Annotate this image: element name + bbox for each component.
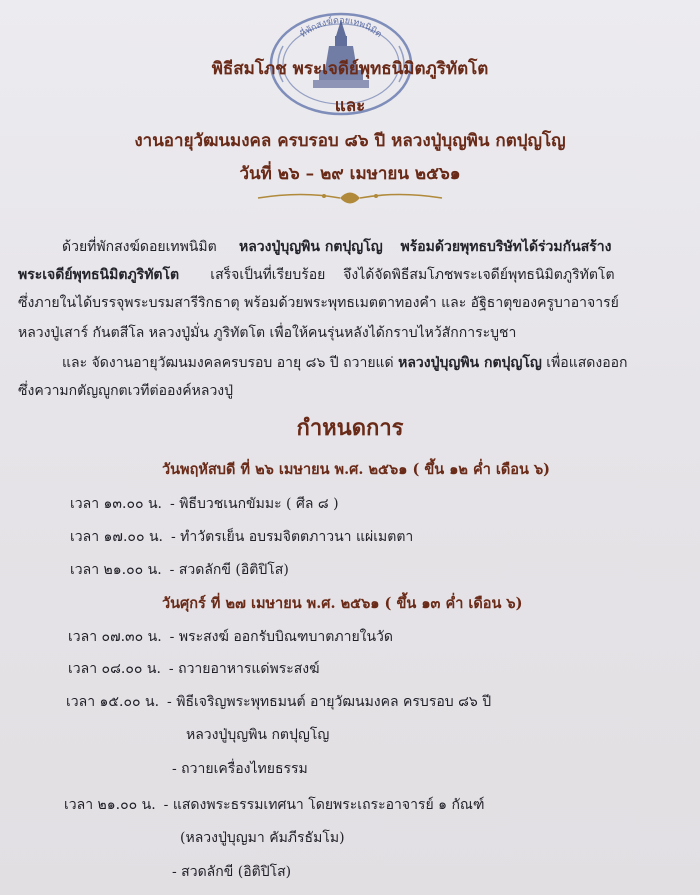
seal-text: ที่พักสงฆ์ดอยเทพนิมิต: [298, 15, 384, 41]
ceremony-title: พิธีสมโภช พระเจดีย์พุทธนิมิตภูริทัตโต: [211, 59, 489, 79]
intro-line-6: ซึ่งความกตัญญูกตเวทีต่อองค์หลวงปู่: [18, 383, 234, 399]
schedule-continuation: - ถวายเครื่องไทยธรรม: [172, 761, 308, 777]
schedule-continuation: หลวงปู่บุญพิน กตปุญโญ: [186, 727, 330, 743]
intro-line-3: ซึ่งภายในได้บรรจุพระบรมสารีริกธาตุ พร้อมด้วยพระพุทธเมตตาทองคำ และ อัฐิธาตุของครูบาอาจารย์: [18, 295, 619, 311]
day-2-heading: วันศุกร์ ที่ ๒๗ เมษายน พ.ศ. ๒๕๖๑ ( ขึ้น ๑๓ ค่ำ เดือน ๖): [162, 595, 523, 612]
schedule-row: เวลา ๑๓.๐๐ น. - พิธีบวชเนกขัมมะ ( ศีล ๘ ): [70, 496, 339, 512]
intro-line-4: หลวงปู่เสาร์ กันตสีโล หลวงปู่มั่น ภูริทัตโต เพื่อให้คนรุ่นหลังได้กราบไหว้สักการะบูชา: [18, 325, 517, 341]
schedule-row: เวลา ๑๕.๐๐ น. - พิธีเจริญพระพุทธมนต์ อายุวัฒนมงคล ครบรอบ ๘๖ ปี: [66, 694, 492, 710]
schedule-row: เวลา ๐๗.๓๐ น. - พระสงฆ์ ออกรับบิณฑบาตภายในวัด: [68, 629, 394, 645]
schedule-row: เวลา ๒๑.๐๐ น. - สวดลักขี (อิติปิโส): [70, 562, 289, 578]
schedule-title: กำหนดการ: [296, 415, 404, 441]
event-dates: วันที่ ๒๖ – ๒๙ เมษายน ๒๕๖๑: [239, 164, 461, 184]
title-conjunction: และ: [334, 96, 366, 116]
intro-line-5: และ จัดงานอายุวัฒนมงคลครบรอบ อายุ ๘๖ ปี ถวายแด่ หลวงปู่บุญพิน กตปุญโญ เพื่อแสดงออก: [62, 355, 628, 371]
schedule-row: เวลา ๐๘.๐๐ น. - ถวายอาหารแด่พระสงฆ์: [68, 661, 320, 677]
schedule-continuation: (หลวงปู่บุญมา คัมภีรธัมโม): [180, 830, 345, 846]
schedule-row: เวลา ๑๗.๐๐ น. - ทำวัตรเย็น อบรมจิตตภาวนา แผ่เมตตา: [70, 529, 414, 545]
day-1-heading: วันพฤหัสบดี ที่ ๒๖ เมษายน พ.ศ. ๒๕๖๑ ( ขึ้น ๑๒ ค่ำ เดือน ๖): [162, 461, 551, 478]
anniversary-title: งานอายุวัฒนมงคล ครบรอบ ๘๖ ปี หลวงปู่บุญพิน กตปุญโญ: [134, 131, 566, 151]
intro-line-1: ด้วยที่พักสงฆ์ดอยเทพนิมิต หลวงปู่บุญพิน กตปุญโญ พร้อมด้วยพุทธบริษัทได้ร่วมกันสร้าง: [62, 239, 612, 255]
schedule-row: เวลา ๒๑.๐๐ น. - แสดงพระธรรมเทศนา โดยพระเถระอาจารย์ ๑ กัณฑ์: [64, 797, 485, 813]
decorative-divider: [254, 187, 446, 209]
intro-line-2: พระเจดีย์พุทธนิมิตภูริทัตโต เสร็จเป็นที่เรียบร้อย จึงได้จัดพิธีสมโภชพระเจดีย์พุทธนิมิตภูริทัตโต: [18, 267, 615, 283]
schedule-continuation: - สวดลักขี (อิติปิโส): [172, 864, 292, 880]
